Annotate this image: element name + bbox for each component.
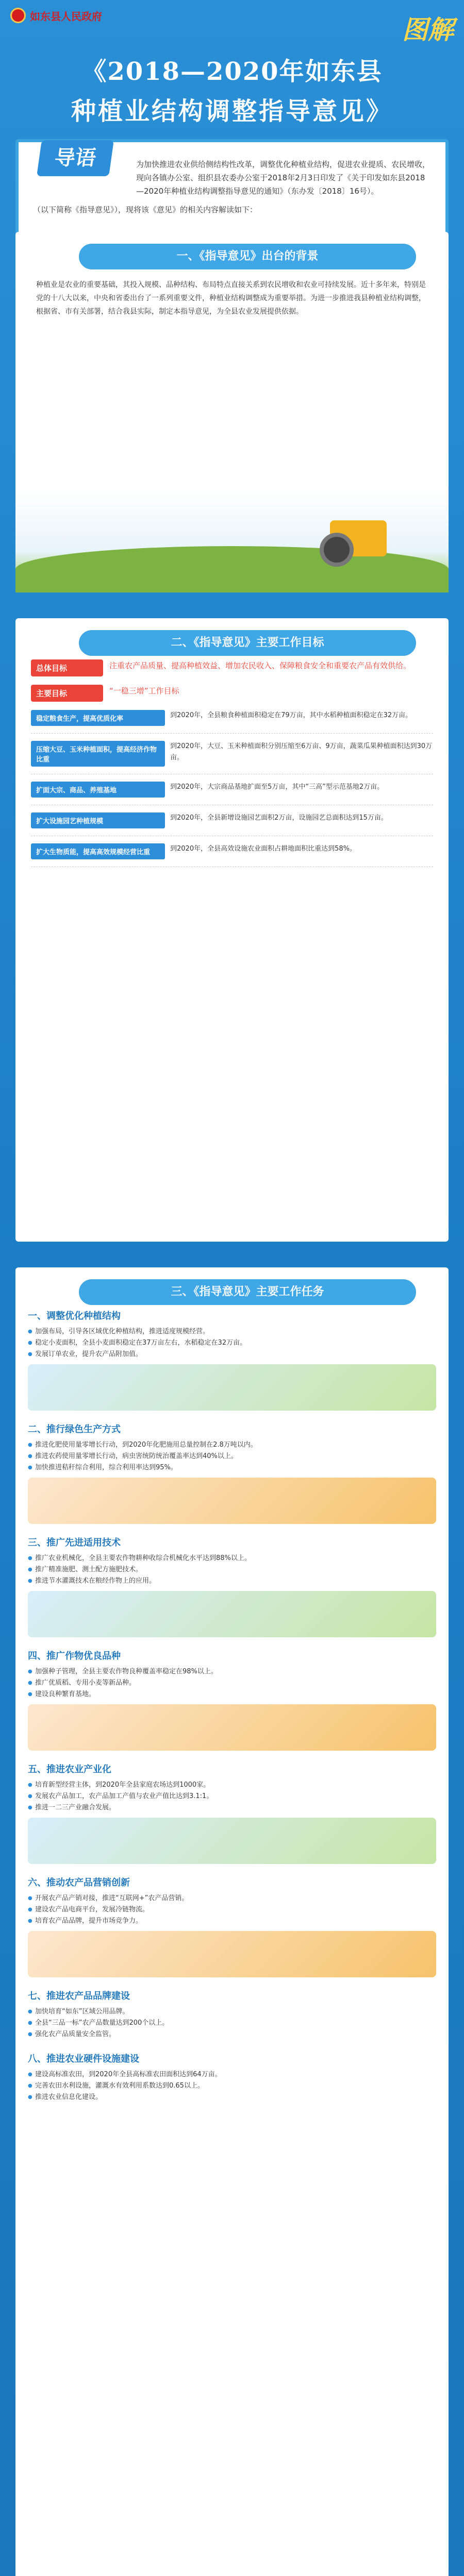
green-production-illustration bbox=[28, 1478, 436, 1524]
task-item: ● 推广农业机械化，全县主要农作物耕种收综合机械化水平达到88%以上。 bbox=[28, 1553, 436, 1564]
task-block bbox=[28, 1875, 436, 1977]
main-goal-row bbox=[31, 685, 433, 702]
main-goal-label: 主要目标 bbox=[31, 685, 103, 702]
task-item: ● 建设良种繁育基地。 bbox=[28, 1689, 436, 1700]
task-block bbox=[28, 1989, 436, 2040]
header bbox=[0, 0, 464, 129]
task-item: ● 发展农产品加工，农产品加工产值与农业产值比达到3.1:1。 bbox=[28, 1791, 436, 1802]
goal-value: 到2020年，全县粮食种植面积稳定在79万亩，其中水稻种植面积稳定在32万亩。 bbox=[170, 711, 412, 719]
overall-goal-label: 总体目标 bbox=[31, 659, 103, 676]
goal-item bbox=[31, 741, 433, 774]
task-item: ● 推进农药使用量零增长行动，病虫害统防统治覆盖率达到40%以上。 bbox=[28, 1451, 436, 1462]
intro-para-1: 为加快推进农业供给侧结构性改革，调整优化种植业结构，促进农业提质、农民增收，现向各镇办公室、组织县农委办公室于2018年2月3日印发了《关于印发如东县2018—2020年种植业结构调整指导意见的通知》（东办发〔2018〕16号）。 bbox=[136, 160, 430, 196]
task-heading: 一、调整优化种植结构 bbox=[28, 1311, 121, 1321]
task-item: ● 全县“三品一标”农产品数量达到200个以上。 bbox=[28, 2018, 436, 2029]
task-block bbox=[28, 1535, 436, 1637]
task-item: ● 完善农田水利设施，灌溉水有效利用系数达到0.65以上。 bbox=[28, 2080, 436, 2092]
goal-item bbox=[31, 843, 433, 867]
task-item: ● 培育新型经营主体，到2020年全县家庭农场达到1000家。 bbox=[28, 1780, 436, 1791]
task-item: ● 发展订单农业，提升农产品附加值。 bbox=[28, 1349, 436, 1360]
task-heading: 二、推行绿色生产方式 bbox=[28, 1424, 121, 1435]
task-heading: 六、推动农产品营销创新 bbox=[28, 1877, 130, 1888]
goal-item bbox=[31, 710, 433, 734]
task-heading: 七、推进农产品品牌建设 bbox=[28, 1991, 130, 2002]
task-block bbox=[28, 1422, 436, 1524]
goal-item bbox=[31, 782, 433, 805]
task-item: ● 培育农产品品牌，提升市场竞争力。 bbox=[28, 1916, 436, 1927]
goal-key: 扩大生物质能，提高高效规模经营比重 bbox=[31, 843, 165, 859]
overall-goal-row bbox=[31, 659, 433, 676]
goal-key: 稳定粮食生产，提高优质化率 bbox=[31, 710, 165, 726]
site-logo[interactable] bbox=[10, 6, 102, 25]
main-goal-text: “一稳三增”工作目标 bbox=[109, 686, 179, 696]
task-block bbox=[28, 1649, 436, 1751]
section-3-banner: 三、《指导意见》主要工作任务 bbox=[77, 1278, 418, 1307]
task-heading: 五、推进农业产业化 bbox=[28, 1764, 111, 1775]
intro-para-2: （以下简称《指导意见》），现将该《意见》的相关内容解读如下： bbox=[33, 205, 258, 214]
task-block bbox=[28, 2052, 436, 2103]
section-1-text: 种植业是农业的重要基础，其投入规模、品种结构、布局特点直接关系到农民增收和农业可持续发展。近十多年来，特别是党的十八大以来，中央和省委出台了一系列重要文件，种植业结构调整成为重要举措。为进一步推进我县种植业结构调整，根据省、市有关部署，结合我县实际，制定本指导意见，为全县农业发展提供依据。 bbox=[36, 281, 426, 316]
task-item: ● 加强布局，引导各区域优化种植结构，推进适度规模经营。 bbox=[28, 1326, 436, 1337]
section-goals bbox=[15, 618, 449, 1242]
guide-badge: 导语 bbox=[37, 140, 114, 176]
task-item: ● 建设高标准农田，到2020年全县高标准农田面积达到64万亩。 bbox=[28, 2069, 436, 2080]
task-item: ● 推进农业信息化建设。 bbox=[28, 2092, 436, 2103]
task-item: ● 开展农产品产销对接，推进“互联网+”农产品营销。 bbox=[28, 1893, 436, 1904]
section-1-banner: 一、《指导意见》出台的背景 bbox=[77, 242, 418, 271]
task-item: ● 加快推进秸秆综合利用，综合利用率达到95%。 bbox=[28, 1462, 436, 1473]
title-line-1: 《2018—2020年如东县 bbox=[81, 57, 383, 86]
seed-illustration bbox=[28, 1704, 436, 1751]
goal-key: 压缩大豆、玉米种植面积，提高经济作物比重 bbox=[31, 741, 165, 767]
goal-value: 到2020年，大豆、玉米种植面积分别压缩至6万亩、9万亩，蔬菜瓜果种植面积达到30万亩。 bbox=[170, 742, 433, 761]
section-tasks bbox=[15, 1267, 449, 2576]
farm-illustration bbox=[15, 489, 449, 592]
tractor-icon bbox=[330, 520, 387, 556]
emblem-icon bbox=[10, 8, 26, 23]
title-line-2: 种植业结构调整指导意见》 bbox=[71, 97, 393, 126]
tech-illustration bbox=[28, 1591, 436, 1637]
tujie-label: 图解 bbox=[402, 14, 454, 45]
market-illustration bbox=[28, 1931, 436, 1977]
task-heading: 四、推广作物优良品种 bbox=[28, 1651, 121, 1662]
page-title bbox=[0, 52, 464, 127]
goal-value: 到2020年，全县高效设施农业面积占耕地面积比重达到58%。 bbox=[170, 845, 356, 853]
task-item: ● 加快培育“如东”区域公用品牌。 bbox=[28, 2006, 436, 2018]
goal-item bbox=[31, 812, 433, 836]
task-block bbox=[28, 1762, 436, 1864]
logo-text: 如东县人民政府 bbox=[30, 10, 102, 23]
task-item: ● 推进一二三产业融合发展。 bbox=[28, 1802, 436, 1814]
section-background bbox=[15, 232, 449, 592]
task-item: ● 推进节水灌溉技术在粮经作物上的应用。 bbox=[28, 1575, 436, 1587]
task-item: ● 强化农产品质量安全监管。 bbox=[28, 2029, 436, 2040]
task-item: ● 加强种子管理，全县主要农作物良种覆盖率稳定在98%以上。 bbox=[28, 1666, 436, 1677]
goal-value: 到2020年，全县新增设施园艺面积2万亩，设施园艺总面积达到15万亩。 bbox=[170, 814, 388, 822]
goal-value: 到2020年，大宗商品基地扩面至5万亩，其中“三高”型示范基地2万亩。 bbox=[170, 783, 384, 791]
overall-goal-text: 注重农产品质量、提高种植效益、增加农民收入、保障粮食安全和重要农产品有效供给。 bbox=[109, 661, 411, 670]
task-heading: 三、推广先进适用技术 bbox=[28, 1537, 121, 1548]
task-item: ● 推广精准施肥、测土配方施肥技术。 bbox=[28, 1564, 436, 1575]
industry-illustration bbox=[28, 1818, 436, 1864]
task-item: ● 建设农产品电商平台，发展冷链物流。 bbox=[28, 1904, 436, 1916]
section-2-banner: 二、《指导意见》主要工作目标 bbox=[77, 629, 418, 657]
task-heading: 八、推进农业硬件设施建设 bbox=[28, 2054, 139, 2064]
task-item: ● 推广优质稻、专用小麦等新品种。 bbox=[28, 1677, 436, 1689]
goal-key: 扩面大宗、商品、养殖基地 bbox=[31, 782, 165, 798]
task-block bbox=[28, 1309, 436, 1411]
task-item: ● 稳定小麦面积，全县小麦面积稳定在37万亩左右，水稻稳定在32万亩。 bbox=[28, 1337, 436, 1349]
goal-key: 扩大设施园艺种植规模 bbox=[31, 812, 165, 828]
task-item: ● 推进化肥使用量零增长行动，到2020年化肥施用总量控制在2.8万吨以内。 bbox=[28, 1439, 436, 1451]
crop-illustration bbox=[28, 1364, 436, 1411]
